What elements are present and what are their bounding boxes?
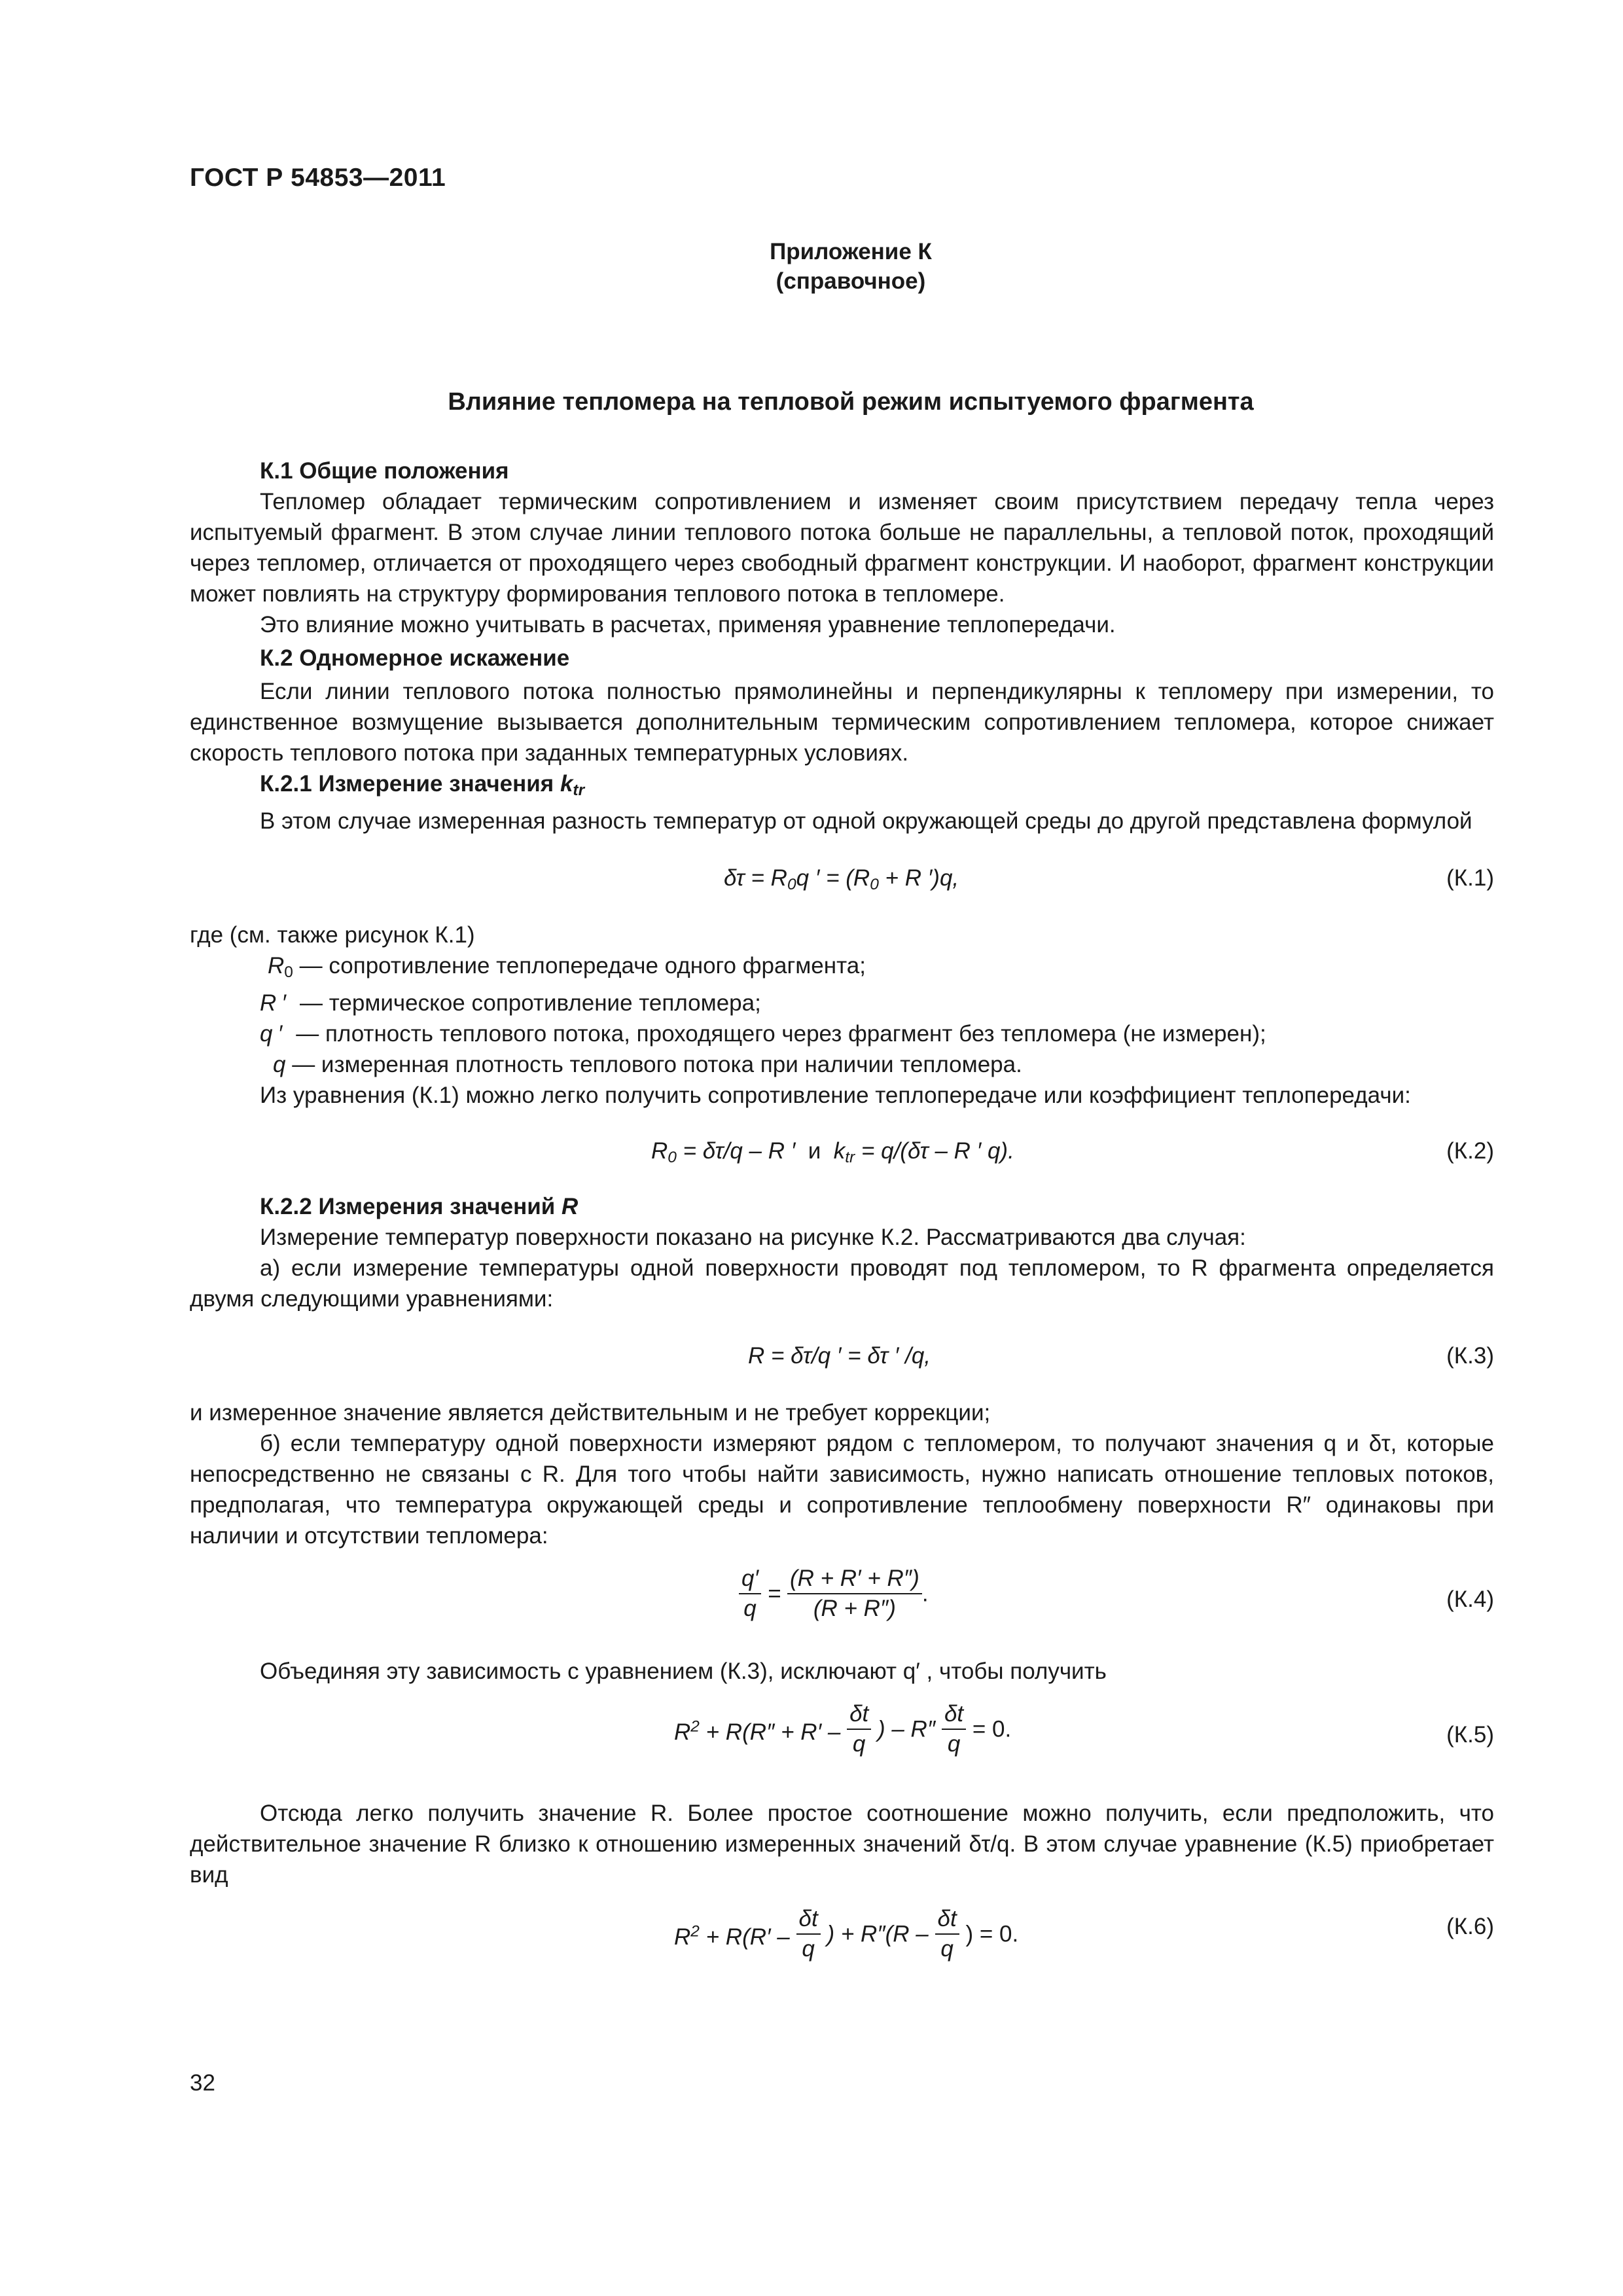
equation-number: (К.3): [1446, 1343, 1494, 1369]
section-heading-k21: К.2.1 Измерение значения $k_{tr}$: [260, 771, 585, 799]
equation-number: (К.5): [1446, 1722, 1494, 1748]
definition-r0: $R_0$ — сопротивление теплопередаче одного фрагмента;: [268, 953, 866, 981]
equation-k2: $R_0 = \delta\tau/q - R$ ′ и $k_{tr} = q/(\delta\tau - R$ ′ q). (К.2): [190, 1136, 1494, 1166]
equation-number: (К.2): [1446, 1138, 1494, 1164]
section-heading-k2: К.2 Одномерное искажение: [260, 645, 570, 671]
equation-k1: $\delta\tau = R_0q$ ′ = ($R_0 + R$ ′)q, (К.1): [190, 863, 1494, 893]
paragraph: В этом случае измеренная разность температур от одной окружающей среды до другой представлена формулой: [260, 808, 1472, 834]
paragraph: Из уравнения (К.1) можно легко получить сопротивление теплопередаче или коэффициент теплопередачи:: [260, 1083, 1411, 1108]
paragraph: Это влияние можно учитывать в расчетах, применяя уравнение теплопередачи.: [260, 612, 1116, 637]
where-clause: где (см. также рисунок К.1): [190, 922, 475, 948]
section-heading-k22: К.2.2 Измерения значений R: [260, 1194, 579, 1219]
annex-type: (справочное): [776, 268, 926, 294]
equation-k4: $\frac{q'}{q}$ = $\frac{(R + R' + R'')}{(R + R'')}$ . (К.4): [190, 1564, 1494, 1636]
paragraph: Отсюда легко получить значение R. Более простое соотношение можно получить, если предположить, что действительное значение R близко к отношению измеренных значений δτ/q. В этом случае уравнение (К.5) приобретает вид: [190, 1801, 1494, 1888]
annex-label: Приложение К: [770, 239, 932, 264]
paragraph: б) если температуру одной поверхности измеряют рядом с тепломером, то получают значения q и δτ, которые непосредственно не связаны с R. Для того чтобы найти зависимость, нужно написать отношение тепловых потоков, предполагая, что температура окружающей среды и сопротивление теплообмену поверхности R″ одинаковы при наличии и отсутствии тепломера:: [190, 1431, 1494, 1549]
standard-designation: ГОСТ Р 54853—2011: [190, 164, 446, 192]
equation-number: (К.4): [1446, 1587, 1494, 1612]
equation-number: (К.6): [1446, 1914, 1494, 1939]
definition-r-prime: R ′ — термическое сопротивление тепломера;: [260, 990, 761, 1016]
paragraph: Объединяя эту зависимость с уравнением (К.3), исключают q′ , чтобы получить: [260, 1659, 1107, 1684]
paragraph: Если линии теплового потока полностью прямолинейны и перпендикулярны к тепломеру при измерении, то единственное возмущение вызывается дополнительным термическим сопротивлением тепломера, которое снижает скорость теплового потока при заданных температурных условиях.: [190, 679, 1494, 766]
paragraph: Тепломер обладает термическим сопротивлением и изменяет своим присутствием передачу тепла через испытуемый фрагмент. В этом случае линии теплового потока больше не параллельны, а тепловой поток, проходящий через тепломер, отличается от проходящего через свободный фрагмент конструкции. И наоборот, фрагмент конструкции может повлиять на структуру формирования теплового потока в тепломере.: [190, 489, 1494, 607]
equation-k3: R = δτ/q ′ = δτ ′ /q, (К.3): [190, 1340, 1494, 1371]
paragraph: и измеренное значение является действительным и не требует коррекции;: [190, 1400, 991, 1426]
equation-k5: $R^2 + R(R'' + R'$ – $\frac{\delta t}{q}$ ) – R″ $\frac{\delta t}{q}$ = 0. (К.5): [674, 1701, 1494, 1757]
document-body: [190, 456, 1494, 1977]
paragraph: Измерение температур поверхности показано на рисунке К.2. Рассматриваются два случая:: [260, 1225, 1246, 1250]
page-number: 32: [190, 2070, 215, 2096]
definition-q: q — измеренная плотность теплового потока при наличии тепломера.: [273, 1052, 1022, 1077]
equation-number: (К.1): [1446, 865, 1494, 891]
section-heading-k1: К.1 Общие положения: [260, 458, 509, 484]
paragraph: а) если измерение температуры одной поверхности проводят под тепломером, то R фрагмента определяется двумя следующими уравнениями:: [190, 1255, 1494, 1312]
equation-k6: $R^2 + R(R'$ – $\frac{\delta t}{q}$ ) + R″(R – $\frac{\delta t}{q}$ ) = 0. (К.6): [674, 1906, 1494, 1962]
definition-q-prime: q ′ — плотность теплового потока, проходящего через фрагмент без тепломера (не измерен);: [260, 1021, 1266, 1047]
page-title: Влияние тепломера на тепловой режим испытуемого фрагмента: [448, 388, 1254, 416]
